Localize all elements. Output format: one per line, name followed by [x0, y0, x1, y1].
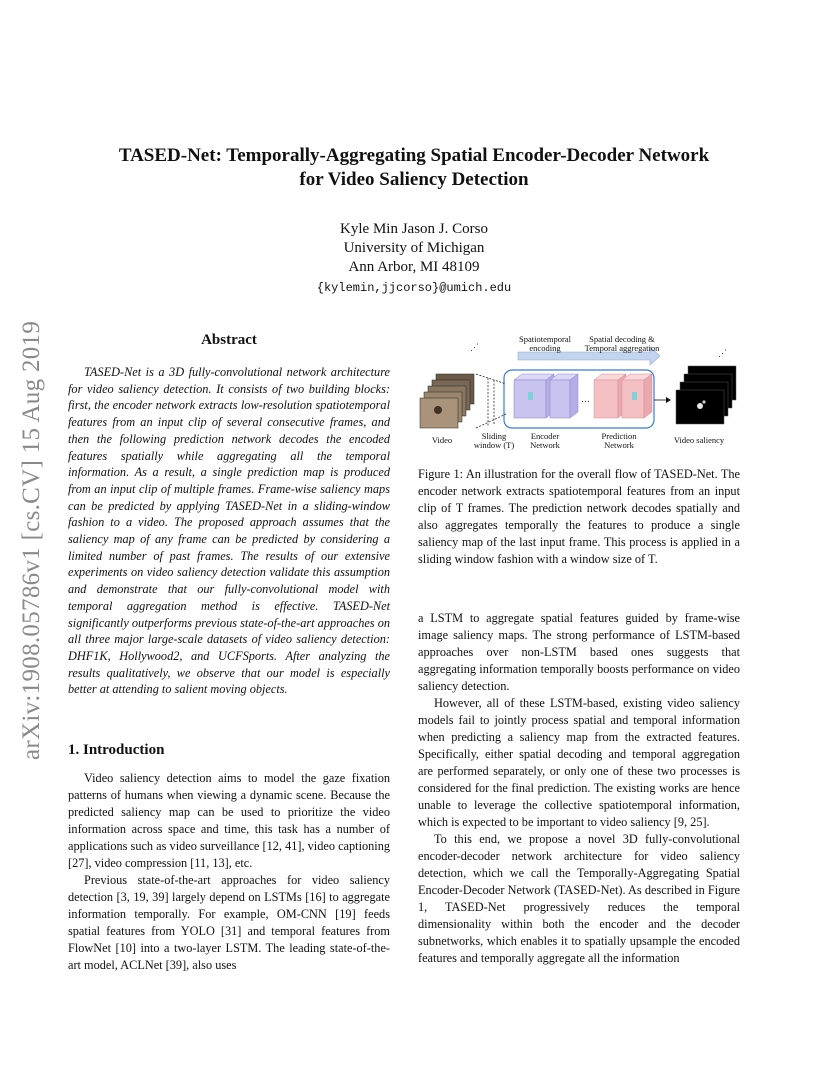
label-video: Video [431, 435, 453, 445]
paper-title-line-2: for Video Saliency Detection [299, 169, 529, 190]
right-paragraph-2: However, all of these LSTM-based, existing video saliency models fail to jointly process spatial and temporal information when predicting a saliency map from the extracted features. Specifically, either spatial decoding and temporal aggregation are performed separately, or only one of these two processes is considered for the final prediction. The existing works are hence unable to leverage the collective spatiotemporal information, which is expected to be important to video saliency [9, 25]. [418, 696, 740, 829]
intro-paragraph-2: Previous state-of-the-art approaches for video saliency detection [3, 19, 39] largely depend on LSTMs [16] to aggregate information temporally. For example, OM-CNN [19] feeds spatial features from YOLO [31] and temporal features from FlowNet [10] into a two-layer LSTM. The leading state-of-the-art model, ACLNet [39], also uses [68, 873, 390, 972]
label-spatiotemporal-encoding: Spatiotemporal encoding [519, 334, 571, 353]
label-video-saliency: Video saliency [673, 435, 725, 445]
label-prediction-network: Prediction Network [601, 431, 637, 450]
introduction-heading: 1. Introduction [68, 742, 165, 758]
video-frames [420, 374, 474, 428]
label-sliding-window: Sliding window (T) [473, 431, 515, 450]
right-paragraph-1: a LSTM to aggregate spatial features guided by frame-wise image saliency maps. The strong performance of LSTM-based approaches over non-LSTM based ones suggests that aggregating information temporally boosts performance on video saliency detection. [418, 611, 740, 693]
right-paragraph-3: To this end, we propose a novel 3D fully-convolutional encoder-decoder network architecture for video saliency detection, which we call the Temporally-Aggregating Spatial Encoder-Decoder Network (TASED-Net). As described in Figure 1, TASED-Net progressively reduces the temporal dimensionality within both the encoder and the decoder subnetworks, which enables it to spatially upsample the encoded features and temporally aggregate all the information [418, 832, 740, 965]
author-email[interactable]: {kylemin,jjcorso}@umich.edu [316, 281, 512, 295]
abstract-heading: Abstract [201, 332, 257, 348]
saliency-maps [676, 366, 736, 424]
intro-paragraph-1: Video saliency detection aims to model the gaze fixation patterns of humans when viewing a dynamic scene. Because the predicted saliency map can be used to prioritize the video information across space and time, this task has a number of applications such as video surveillance [12, 41], video captioning [27], video compression [11, 13], etc. [68, 771, 390, 870]
encoder-block [514, 374, 578, 418]
author-names: Kyle Min Jason J. Corso [340, 221, 488, 237]
dots-top-right: ⋰ [718, 348, 727, 358]
abstract-body: TASED-Net is a 3D fully-convolutional network architecture for video saliency detection. It consists of two building blocks: first, the encoder network extracts low-resolution spatiotemporal features from an input clip of several consecutive frames, and then the following prediction network decodes the encoded features spatially while aggregating all the temporal information. As a result, a single prediction map is produced from an input clip of multiple frames. Frame-wise saliency maps can be predicted by applying TASED-Net in a sliding-window fashion to a video. The proposed approach assumes that the saliency map of any frame can be predicted by considering a limited number of past frames. The results of our extensive experiments on video saliency detection validate this assumption and demonstrate that our fully-convolutional model with temporal aggregation method is effective. TASED-Net significantly outperforms previous state-of-the-art approaches on all three major large-scale datasets of video saliency detection: DHF1K, Hollywood2, and UCFSports. After analyzing the results qualitatively, we observe that our model is especially better at attending to salient moving objects. [68, 365, 390, 697]
ellipsis: … [581, 394, 590, 404]
label-encoder-network: Encoder Network [530, 431, 560, 450]
arxiv-stamp: arXiv:1908.05786v1 [cs.CV] 15 Aug 2019 [18, 320, 45, 760]
author-address: Ann Arbor, MI 48109 [348, 259, 480, 275]
output-arrowhead [666, 397, 671, 403]
right-column-body [418, 610, 740, 967]
label-spatial-decoding: Spatial decoding & Temporal aggregation [584, 334, 660, 353]
prediction-block [594, 374, 652, 418]
sliding-window-lines [476, 374, 506, 428]
paper-title-line-1: TASED-Net: Temporally-Aggregating Spatial Encoder-Decoder Network [118, 145, 710, 166]
figure-1-caption: Figure 1: An illustration for the overall flow of TASED-Net. The encoder network extracts spatiotemporal features from an input clip of T frames. The prediction network decodes spatially and also aggregates temporally the features to produce a single saliency map of the last input frame. This process is applied in a sliding window fashion with a window size of T. [418, 467, 740, 566]
dots-top-left: ⋰ [470, 342, 479, 352]
introduction-body [68, 770, 390, 974]
author-affiliation: University of Michigan [343, 240, 485, 256]
figure-1 [418, 330, 748, 460]
